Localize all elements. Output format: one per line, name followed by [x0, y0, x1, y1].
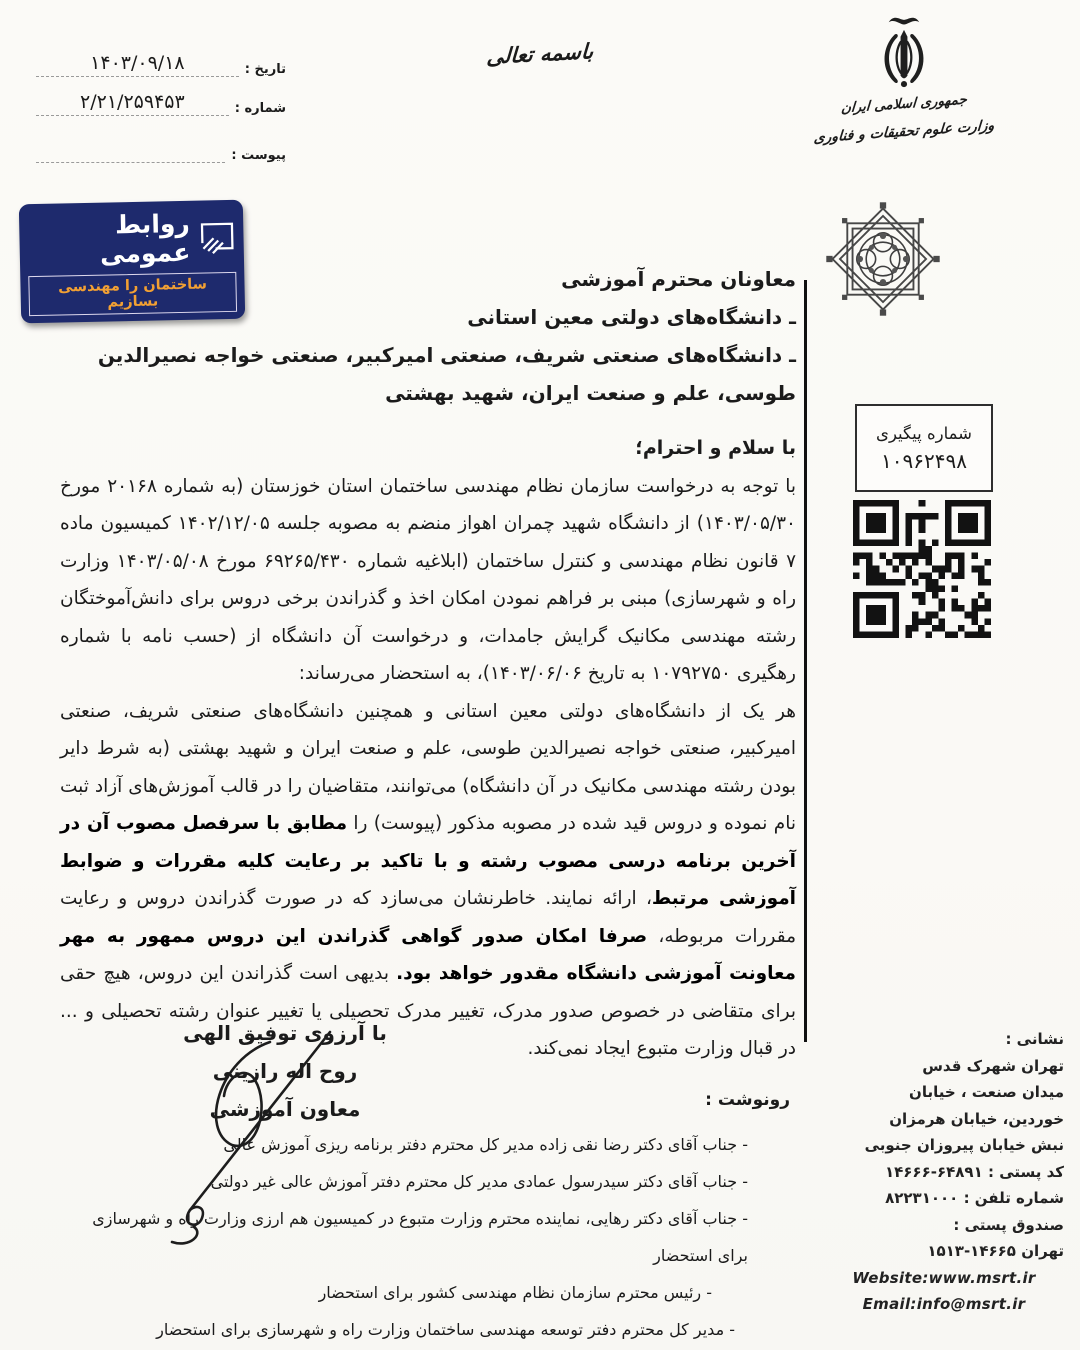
star-ornament-icon [808, 196, 958, 326]
phone-line [824, 1185, 1064, 1212]
address-line: تهران شهرک قدس [922, 1056, 1064, 1075]
republic-title: جمهوری اسلامی ایران [840, 91, 968, 117]
cc-item: - مدیر کل محترم دفتر توسعه مهندسی ساختمان وزارت راه و شهرسازی برای استحضار [156, 1320, 735, 1339]
cc-block [60, 1090, 790, 1348]
ministry-title: وزارت علوم تحقیقات و فناوری [813, 117, 995, 147]
recipient-block [62, 260, 796, 412]
body-text-bold: مطابق با سرفصل مصوب آن در آخرین برنامه درسی مصوب رشته و با تاکید بر رعایت کلیه مقررات و ضوابط آموزشی مرتبط [60, 813, 797, 909]
signer-name: روح اله رازینی [212, 1059, 358, 1083]
badge-title: روابط عمومی [99, 208, 191, 269]
phone-label: شماره تلفن : [963, 1189, 1064, 1207]
pobox-city: تهران [1021, 1242, 1064, 1260]
date-value: ۱۴۰۳/۰۹/۱۸ [36, 52, 239, 77]
address-line: خوردین، خیابان هرمزان [889, 1109, 1064, 1128]
number-value: ۲/۲۱/۲۵۹۴۵۳ [36, 91, 229, 116]
body-text: با توجه به درخواست سازمان نظام مهندسی ساختمان استان خوزستان (به شماره ۲۰۱۶۸ مورخ ۱۴۰۳/۰۵/۳۰) از دانشگاه شهید چمران اهواز منضم به مصوبه جلسه ۱۴۰۲/۱۲/۰۵ کمیسیون ماده ۷ قانون نظام مهندسی و کنترل ساختمان (ابلاغیه شماره ۶۹۲۶۵/۴۳۰ مورخ ۱۴۰۳/۰۵/۰۸ وزارت راه و شهرسازی) مبنی بر فراهم نمودن امکان اخذ و گذراندن برخی دروس برای دانش‌آموختگان رشته مهندسی مکانیک گرایش جامدات، و درخواست آن دانشگاه از (حسب نامه با شماره رهگیری ۱۰۷۹۲۷۵۰ به تاریخ ۱۴۰۳/۰۶/۰۶)، به استحضار می‌رساند: [60, 475, 796, 684]
number-label: شماره : [234, 101, 286, 116]
letter-body [60, 430, 796, 1068]
phone-value: ۸۲۲۳۱۰۰۰ [885, 1189, 959, 1207]
cc-item: - رئیس محترم سازمان نظام مهندسی کشور برای استحضار [318, 1283, 712, 1302]
signer-title: معاون آموزشی [209, 1097, 361, 1121]
attachment-value [36, 140, 225, 163]
iran-emblem-icon [867, 10, 941, 94]
email-line: Email:info@msrt.ir [862, 1295, 1026, 1313]
pobox-label: صندوق پستی : [953, 1215, 1064, 1234]
postal-label: کد پستی : [987, 1162, 1064, 1181]
column-divider-line [804, 280, 807, 1042]
recipient-line: معاونان محترم آموزشی [561, 267, 796, 291]
address-line: میدان صنعت ، خیابان [909, 1083, 1064, 1101]
letterhead-fields [36, 52, 286, 177]
website-line: Website:www.msrt.ir [852, 1268, 1036, 1287]
cc-item: - جناب آقای دکتر رهایی، نماینده محترم وزارت متبوع در کمیسیون هم ارزی وزارت راه و شهرسازی برای استحضار [92, 1209, 748, 1265]
tracking-number-box [855, 404, 993, 492]
cc-item: - جناب آقای دکتر سیدرسول عمادی مدیر کل محترم دفتر آموزش عالی غیر دولتی [210, 1172, 748, 1191]
pr-logo-icon [198, 219, 236, 256]
besmele-calligraphy: باسمه تعالی [486, 39, 594, 69]
tracking-label: شماره پیگیری [876, 423, 972, 443]
attachment-label: پیوست : [231, 148, 286, 163]
body-text-bold: صرفا امکان صدور گواهی گذراندن این دروس ممهور به مهر معاونت آموزشی دانشگاه مقدور خواهد بود. [60, 925, 796, 984]
contact-block [824, 1026, 1064, 1318]
signature-closing: با آرزوی توفیق الهی [183, 1021, 387, 1045]
body-text: هر یک از دانشگاه‌های دولتی معین استانی و همچنین دانشگاه‌های صنعتی شریف، صنعتی امیرکبیر، صنعتی خواجه نصیرالدین طوسی، علم و صنعت ایران و شهید بهشتی (به شرط دایر بودن رشته مهندسی مکانیک در آن دانشگاه) می‌توانند، متقاضیان را در قالب آموزش‌های آزاد ثبت نام نموده و دروس قید شده در مصوبه مذکور (پیوست) را [60, 700, 796, 834]
cc-label: رونوشت : [705, 1090, 790, 1110]
body-text: بدیهی است گذراندن این دروس، هیچ حقی برای متقاضی در خصوص صدور مدرک، تغییر مدرک تحصیلی یا تغییر عنوان رشته تحصیلی و ... در قبال وزارت متبوع ایجاد نمی‌کند. [60, 963, 796, 1059]
address-label: نشانی : [1005, 1030, 1064, 1048]
date-label: تاریخ : [244, 62, 286, 77]
body-paragraph-2 [60, 693, 796, 1068]
attachment-row [36, 140, 286, 163]
number-row [36, 91, 286, 116]
pobox-line [824, 1238, 1064, 1265]
body-paragraph-1 [60, 468, 796, 693]
tracking-value: ۱۰۹۶۲۴۹۸ [881, 448, 967, 473]
recipient-line: ـ دانشگاه‌های صنعتی شریف، صنعتی امیرکبیر، صنعتی خواجه نصیرالدین طوسی، علم و صنعت ایران، شهید بهشتی [97, 343, 796, 405]
badge-subtitle: ساختمان را مهندسی بسازیم [28, 272, 237, 316]
cc-item: - جناب آقای دکتر رضا نقی زاده مدیر کل محترم دفتر برنامه ریزی آموزش عالی [223, 1135, 748, 1154]
date-row [36, 52, 286, 77]
address-line: نبش خیابان پیروزان جنوبی [864, 1136, 1064, 1154]
salutation: با سلام و احترام؛ [635, 437, 796, 459]
postal-code-line [824, 1159, 1064, 1186]
body-text: ، ارائه نمایند. خاطرنشان می‌سازد که در صورت گذراندن دروس و رعایت مقررات مربوطه، [60, 888, 796, 947]
postal-value: ۱۴۶۶۶-۶۴۸۹۱ [884, 1162, 983, 1181]
pobox-value: ۱۵۱۳-۱۴۶۶۵ [927, 1242, 1016, 1260]
ministry-header [806, 10, 1002, 147]
qr-code [853, 500, 991, 638]
recipient-line: ـ دانشگاه‌های دولتی معین استانی [467, 305, 796, 329]
